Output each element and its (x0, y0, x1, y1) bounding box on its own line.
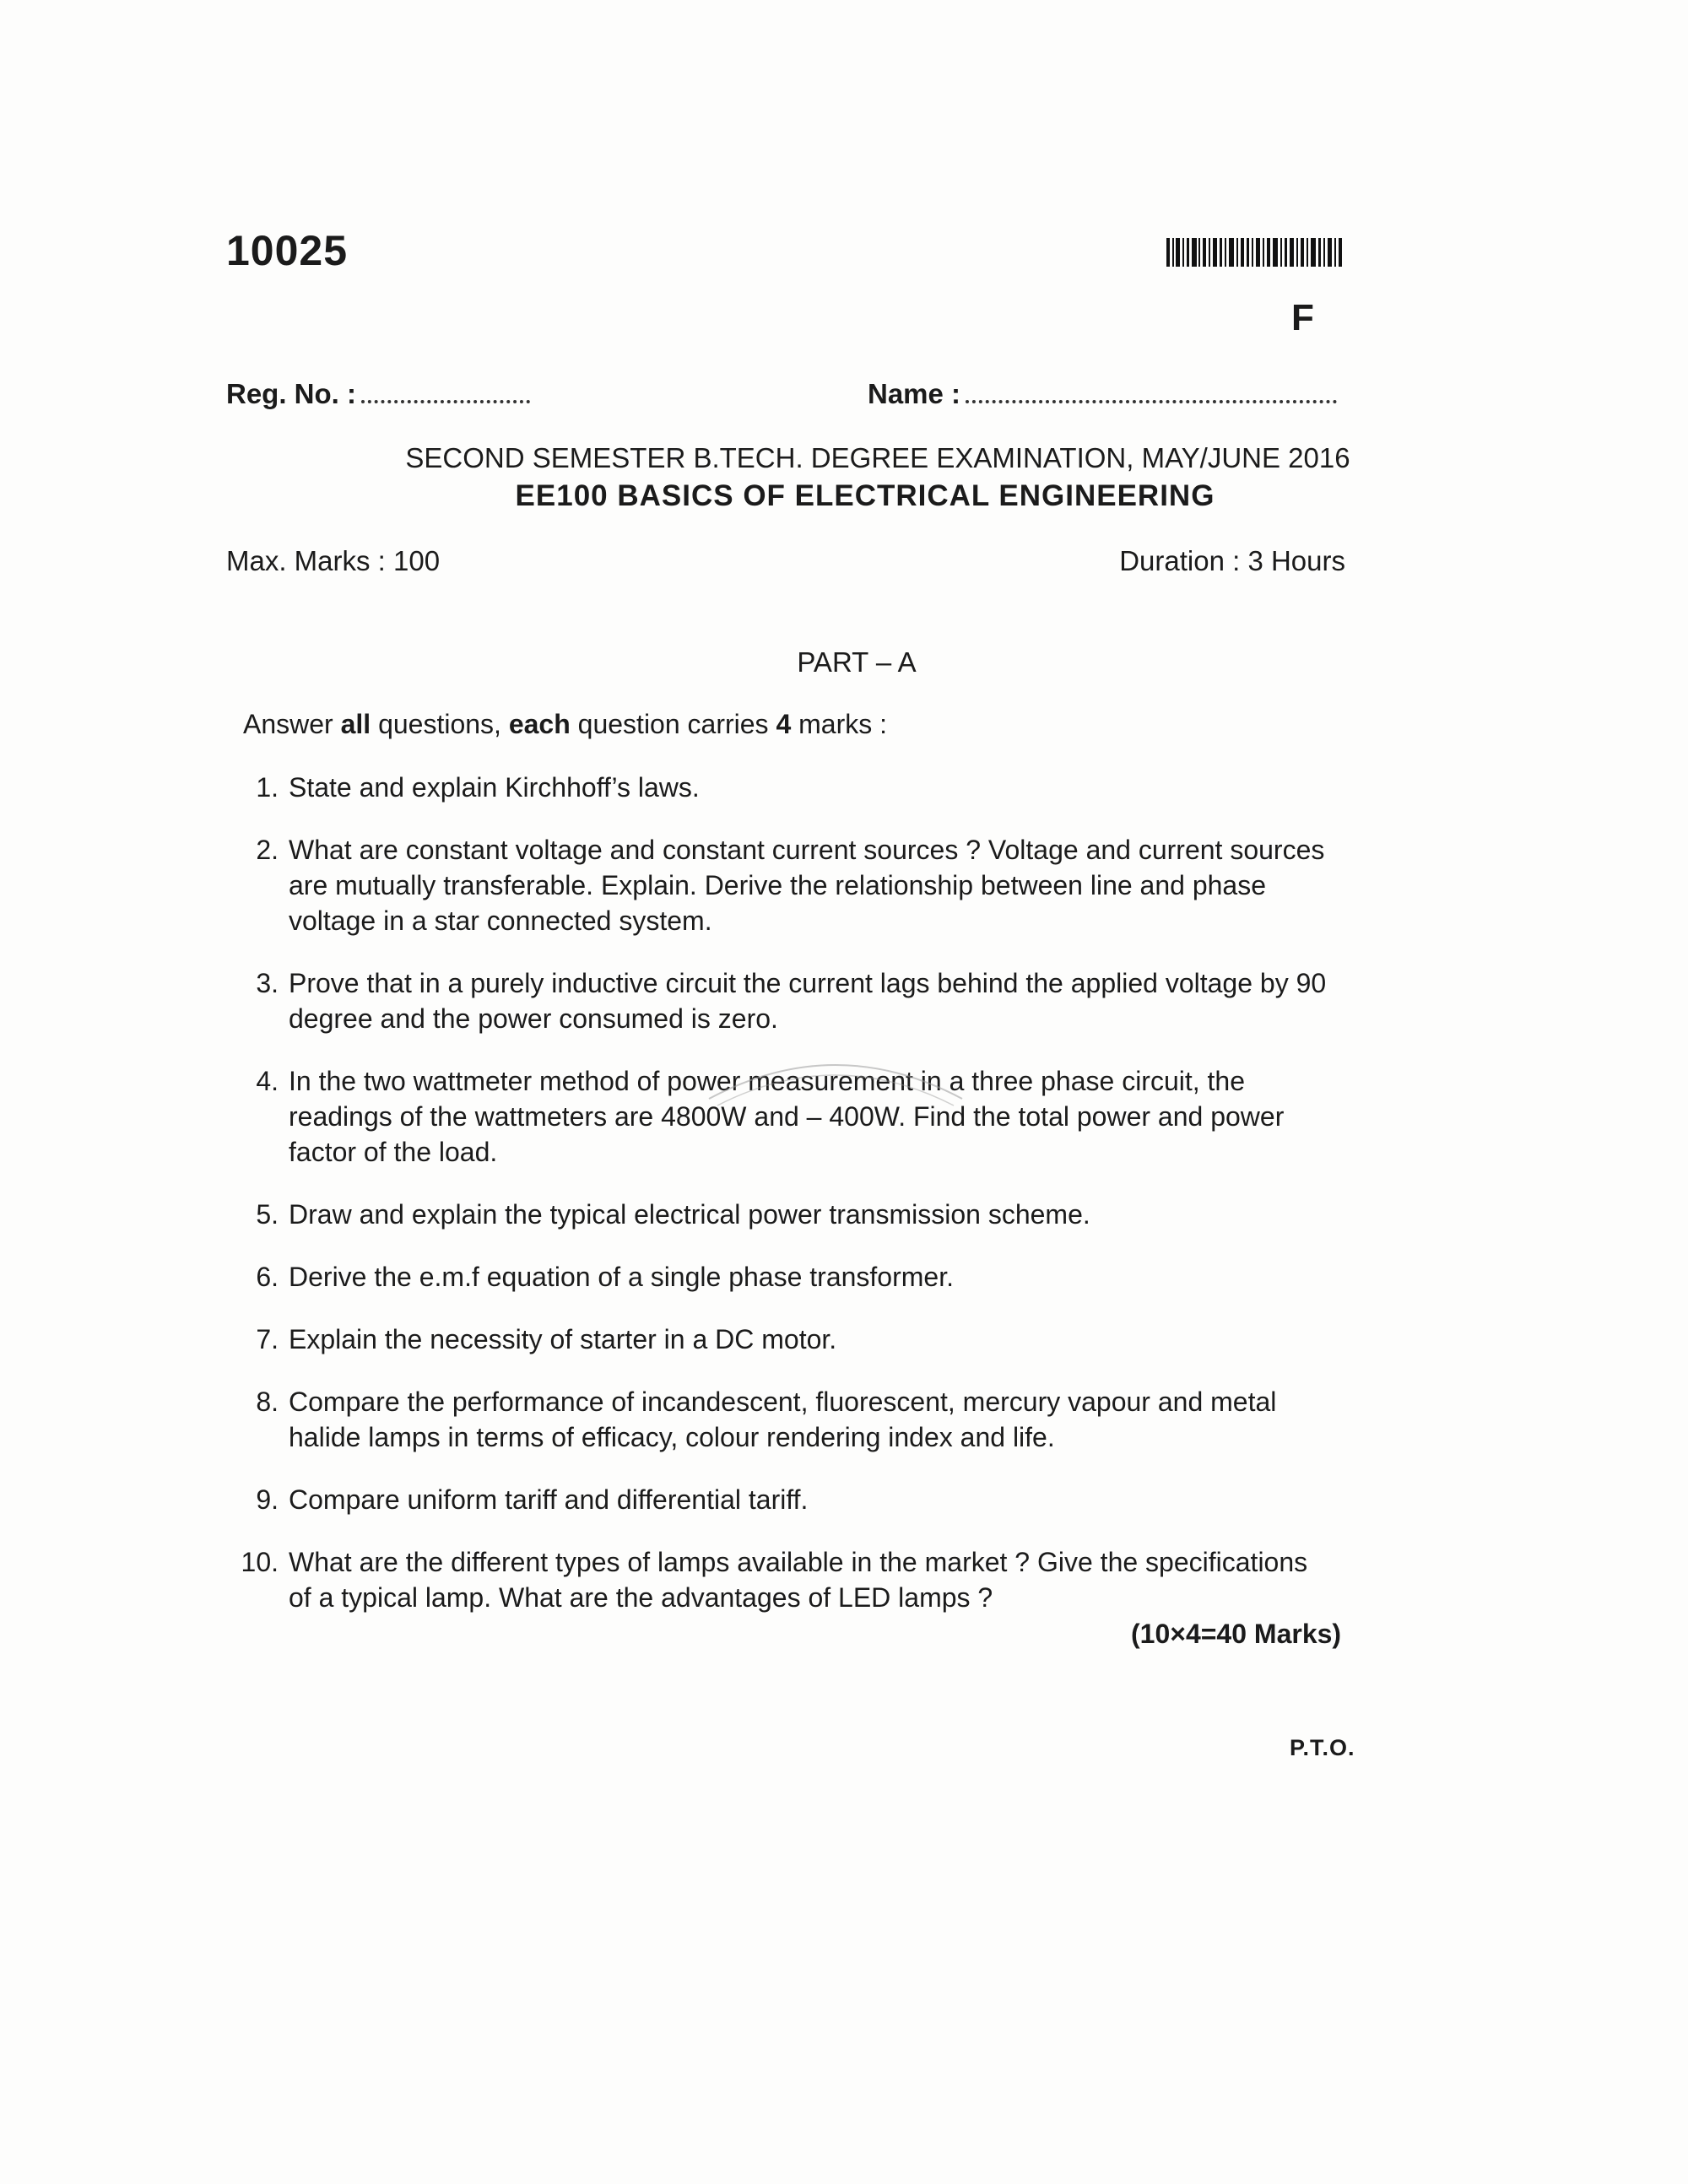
instruction-four: 4 (776, 709, 792, 739)
question-number: 3. (256, 968, 279, 998)
max-marks: Max. Marks : 100 (226, 545, 441, 576)
question-text: What are constant voltage and constant current sources ? Voltage and current sources are mutually transferable. Explain. Derive the relationship between line and phase voltage in a star connected system. (289, 835, 1325, 936)
duration: Duration : 3 Hours (1119, 545, 1345, 576)
name-blank[interactable] (966, 398, 1337, 403)
exam-title-line1: SECOND SEMESTER B.TECH. DEGREE EXAMINATION, MAY/JUNE 2016 (405, 442, 1350, 473)
part-a-marks-total: (10×4=40 Marks) (1131, 1619, 1342, 1649)
question-number: 2. (256, 835, 279, 865)
watermark-stamp (701, 1040, 971, 1116)
exam-title (0, 442, 1688, 513)
question-number: 5. (256, 1199, 279, 1230)
instruction-text: marks : (791, 709, 888, 739)
question-text: Explain the necessity of starter in a DC motor. (289, 1324, 837, 1354)
set-letter: F (1291, 297, 1314, 338)
question-number: 7. (256, 1324, 279, 1354)
question-number: 6. (256, 1262, 279, 1292)
question-item (236, 1482, 1334, 1517)
reg-no-label: Reg. No. : (226, 378, 356, 409)
marks-duration-row (226, 545, 1345, 577)
question-text: Compare the performance of incandescent, fluorescent, mercury vapour and metal halide lamps in terms of efficacy, colour rendering index and life. (289, 1387, 1277, 1452)
question-number: 1. (256, 772, 279, 803)
question-item (236, 832, 1334, 938)
question-text: Prove that in a purely inductive circuit the current lags behind the applied voltage by 90 degree and the power consumed is zero. (289, 968, 1327, 1034)
paper-code: 10025 (226, 227, 349, 274)
question-number: 8. (256, 1387, 279, 1417)
question-text: In the two wattmeter method of power measurement in a three phase circuit, the readings of the wattmeters are 4800W and – 400W. Find the total power and power factor of the load. (289, 1066, 1285, 1167)
barcode (1166, 238, 1345, 267)
question-item (236, 1259, 1334, 1295)
question-item (236, 965, 1334, 1036)
reg-no-field[interactable] (226, 378, 530, 410)
question-text: What are the different types of lamps available in the market ? Give the specifications of a typical lamp. What are the advantages of LED lamps ? (289, 1547, 1308, 1613)
question-number: 10. (241, 1547, 279, 1577)
question-list (236, 770, 1334, 1642)
part-a-heading: PART – A (797, 646, 917, 678)
question-text: Compare uniform tariff and differential tariff. (289, 1484, 809, 1515)
course-title: EE100 BASICS OF ELECTRICAL ENGINEERING (515, 479, 1215, 512)
question-text: Derive the e.m.f equation of a single phase transformer. (289, 1262, 954, 1292)
question-item (236, 770, 1334, 805)
instruction-all: all (340, 709, 371, 739)
question-number: 9. (256, 1484, 279, 1515)
instruction-text: question carries (570, 709, 776, 739)
question-number: 4. (256, 1066, 279, 1096)
name-label: Name : (868, 378, 961, 409)
part-a-instructions (243, 709, 887, 740)
question-text: State and explain Kirchhoff’s laws. (289, 772, 700, 803)
reg-no-blank[interactable] (361, 398, 530, 403)
question-text: Draw and explain the typical electrical power transmission scheme. (289, 1199, 1090, 1230)
question-item (236, 1197, 1334, 1232)
instruction-each: each (508, 709, 571, 739)
name-field[interactable] (868, 378, 1337, 410)
question-item (236, 1544, 1334, 1615)
question-item (236, 1322, 1334, 1357)
instruction-text: Answer (243, 709, 341, 739)
question-item (236, 1384, 1334, 1455)
instruction-text: questions, (371, 709, 509, 739)
pto-note: P.T.O. (1290, 1735, 1355, 1760)
